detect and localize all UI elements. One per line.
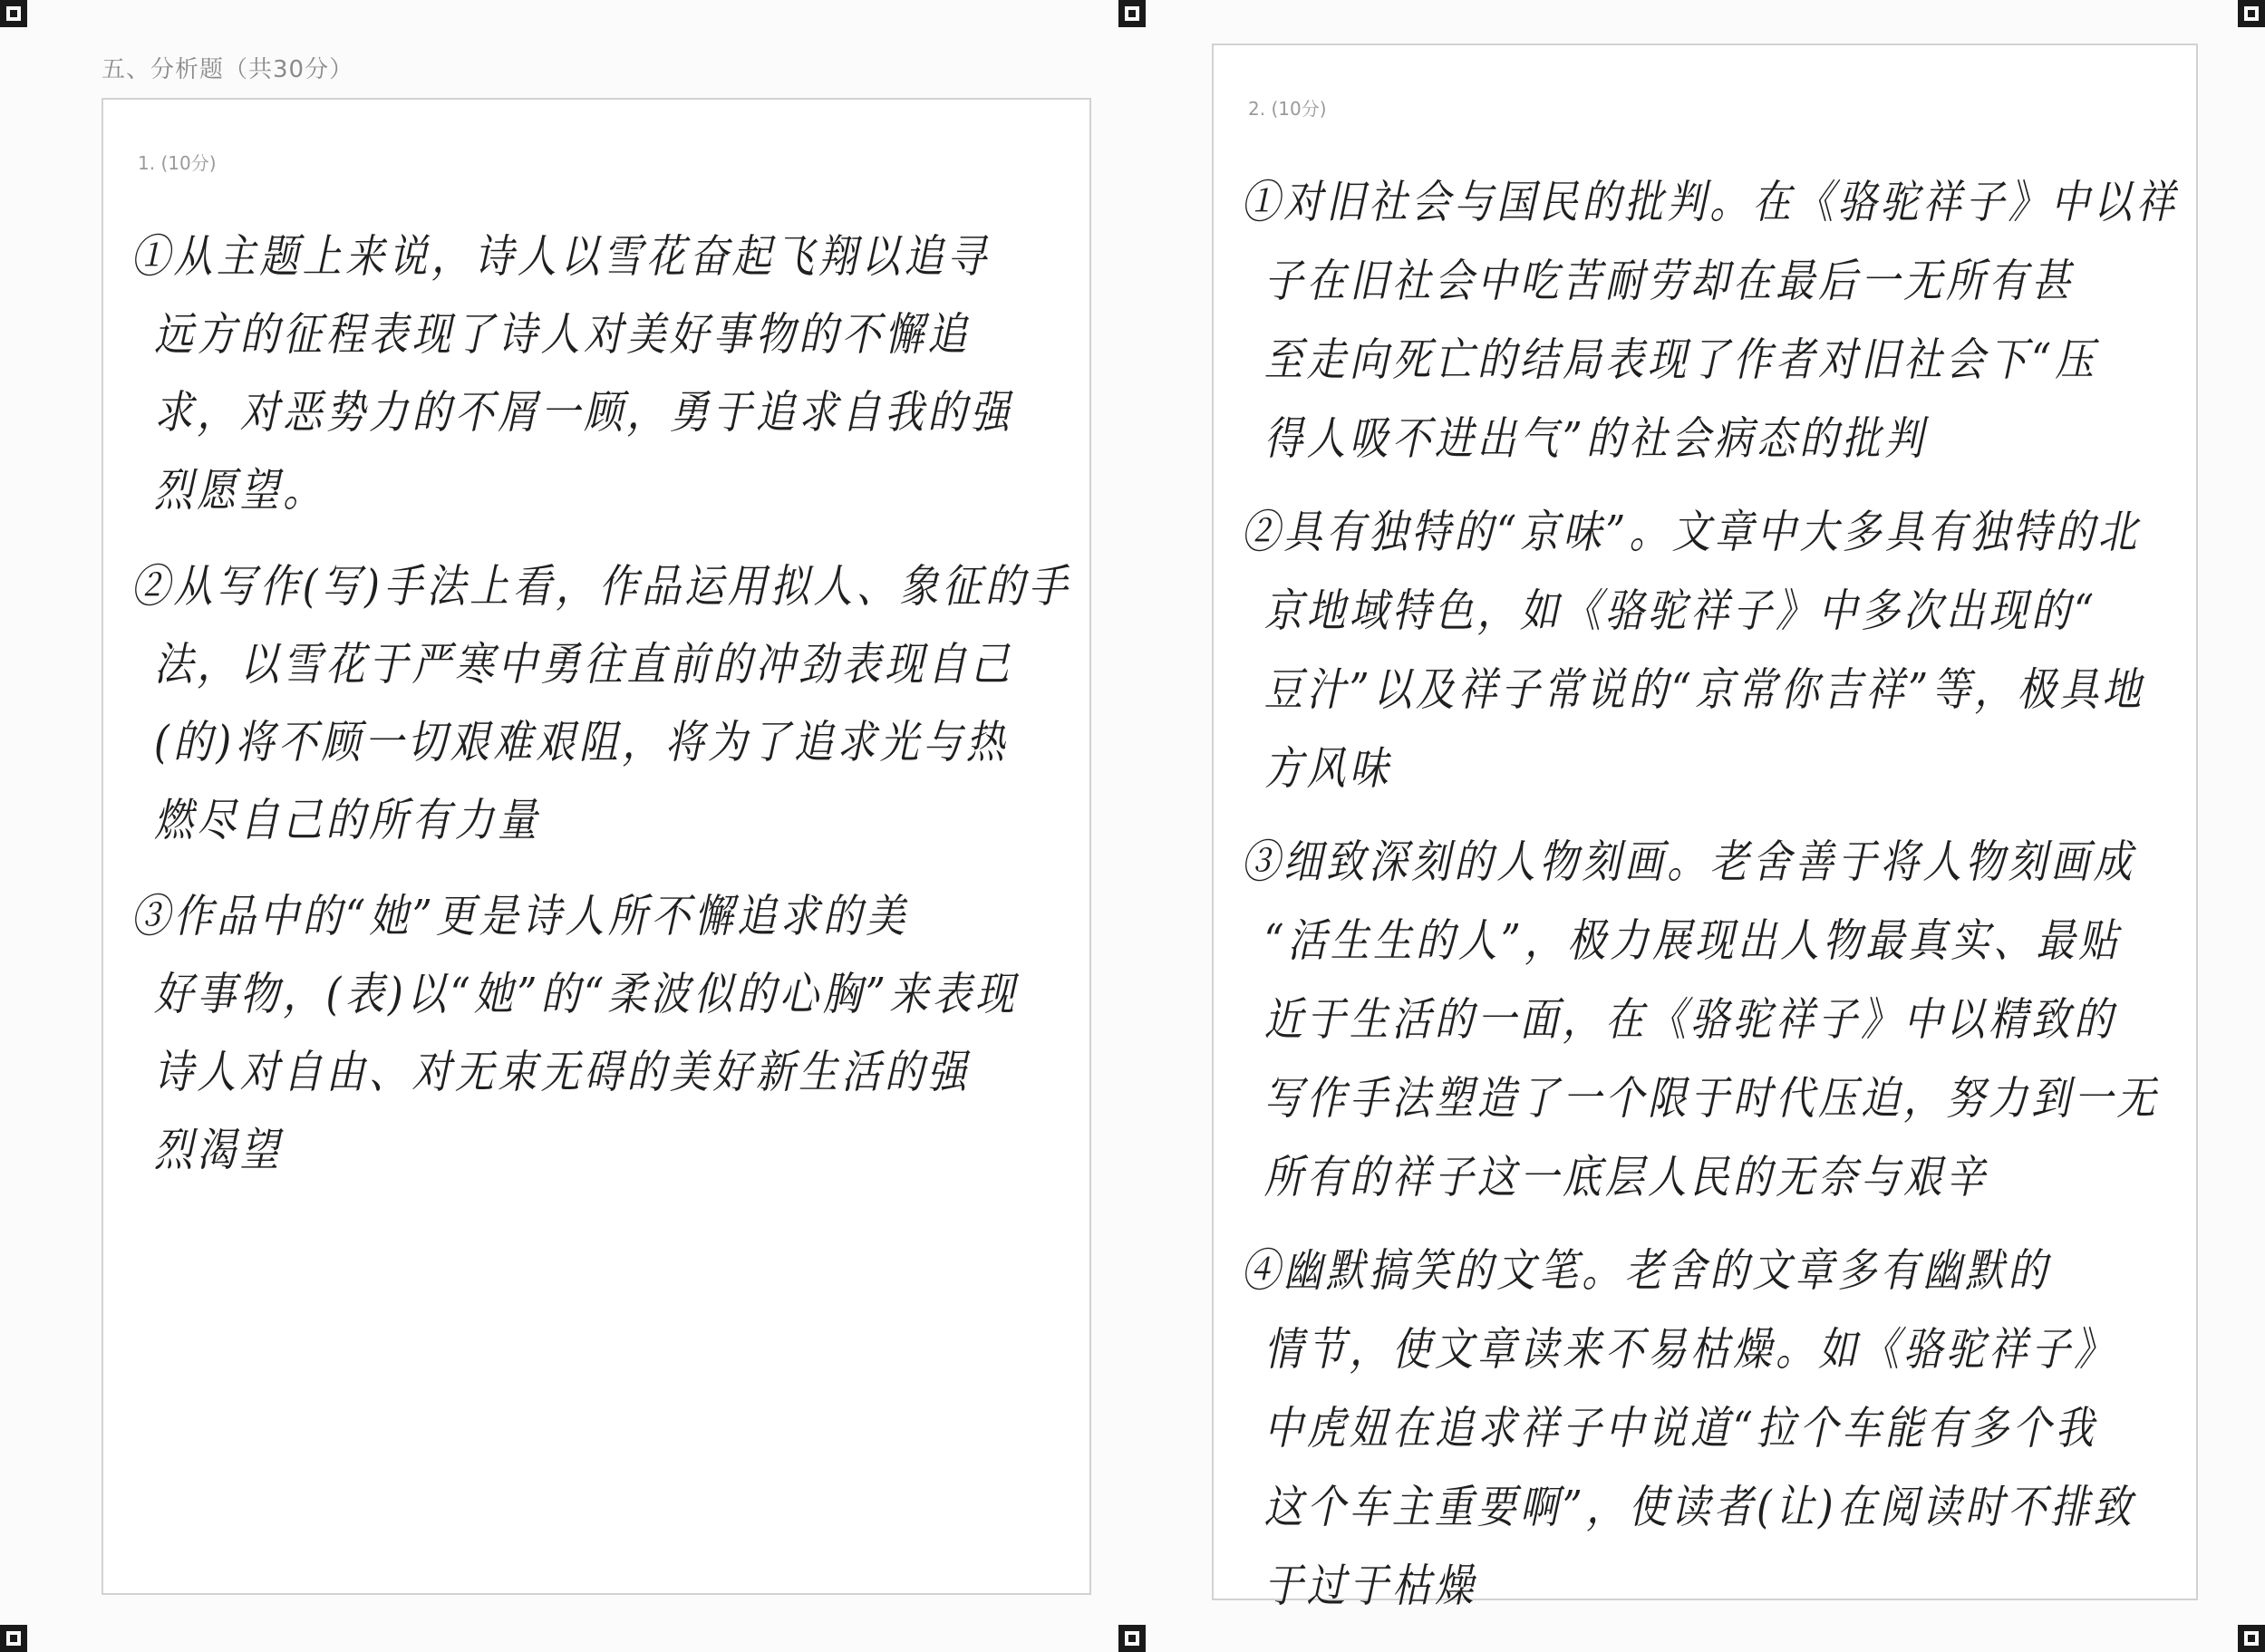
answer-sheet-question-2 [1212, 43, 2198, 1612]
answer-line: 子在旧社会中吃苦耐劳却在最后一无所有甚 [1263, 255, 2075, 307]
answer-line: ②具有独特的“京味”。文章中大多具有独特的北 [1241, 506, 2141, 558]
question-2-answer [1241, 163, 2265, 1626]
answer-line: (的)将不顾一切艰难艰阻，将为了追求光与热 [153, 716, 1009, 768]
answer-line: 远方的征程表现了诗人对美好事物的不懈追 [153, 308, 971, 361]
answer-line: 豆汁”以及祥子常说的“京常你吉祥”等，极具地 [1263, 663, 2145, 716]
answer-line: 京地域特色，如《骆驼祥子》中多次出现的“ [1263, 584, 2098, 637]
section-title: 五、分析题（共30分） [102, 56, 354, 83]
answer-line: 烈渴望 [153, 1124, 284, 1176]
answer-line: 方风味 [1263, 742, 1392, 795]
corner-marker-bottom-right [2238, 1625, 2265, 1652]
answer-line: 至走向死亡的结局表现了作者对旧社会下“压 [1263, 333, 2098, 386]
answer-line: 诗人对自由、对无束无碍的美好新生活的强 [153, 1046, 971, 1098]
answer-line: 情节，使文章读来不易枯燥。如《骆驼祥子》 [1263, 1323, 2117, 1376]
answer-line: 烈愿望。 [153, 464, 326, 517]
corner-marker-bottom-left [0, 1625, 27, 1652]
corner-marker-top-center [1118, 0, 1146, 27]
answer-line: ②从写作(写)手法上看，作品运用拟人、象征的手 [131, 560, 1071, 613]
answer-line: “活生生的人”，极力展现出人物最真实、最贴 [1263, 914, 2122, 967]
answer-line: ①对旧社会与国民的批判。在《骆驼祥子》中以祥 [1241, 176, 2179, 228]
answer-line: 近于生活的一面，在《骆驼祥子》中以精致的 [1263, 993, 2117, 1046]
answer-line: ④幽默搞笑的文笔。老舍的文章多有幽默的 [1241, 1244, 2051, 1297]
answer-line: 写作手法塑造了一个限于时代压迫，努力到一无 [1263, 1072, 2160, 1125]
answer-line: 燃尽自己的所有力量 [153, 794, 541, 846]
corner-marker-top-right [2238, 0, 2265, 27]
answer-line: ①从主题上来说，诗人以雪花奋起飞翔以追寻 [131, 230, 991, 283]
answer-line: 所有的祥子这一底层人民的无奈与艰辛 [1263, 1151, 1989, 1203]
answer-sheet-question-1 [102, 98, 1091, 1595]
answer-line: 求，对恶势力的不屑一顾，勇于追求自我的强 [153, 386, 1014, 439]
corner-marker-bottom-center [1118, 1625, 1146, 1652]
answer-line: 中虎妞在追求祥子中说道“拉个车能有多个我 [1263, 1402, 2098, 1454]
answer-line: ③细致深刻的人物刻画。老舍善于将人物刻画成 [1241, 836, 2136, 888]
answer-line: ③作品中的“她”更是诗人所不懈追求的美 [131, 890, 909, 942]
question-1-label: 1. (10分) [138, 152, 217, 174]
answer-line: 得人吸不进出气”的社会病态的批判 [1263, 412, 1928, 465]
answer-line: 于过于枯燥 [1263, 1560, 1477, 1612]
answer-line: 法，以雪花于严寒中勇往直前的冲劲表现自己 [153, 638, 1014, 691]
corner-marker-top-left [0, 0, 27, 27]
answer-line: 这个车主重要啊”，使读者(让)在阅读时不排致 [1263, 1481, 2136, 1533]
question-1-answer [131, 217, 1222, 1189]
answer-line: 好事物，(表)以“她”的“柔波似的心胸”来表现 [153, 968, 1019, 1020]
question-2-label: 2. (10分) [1248, 98, 1327, 120]
